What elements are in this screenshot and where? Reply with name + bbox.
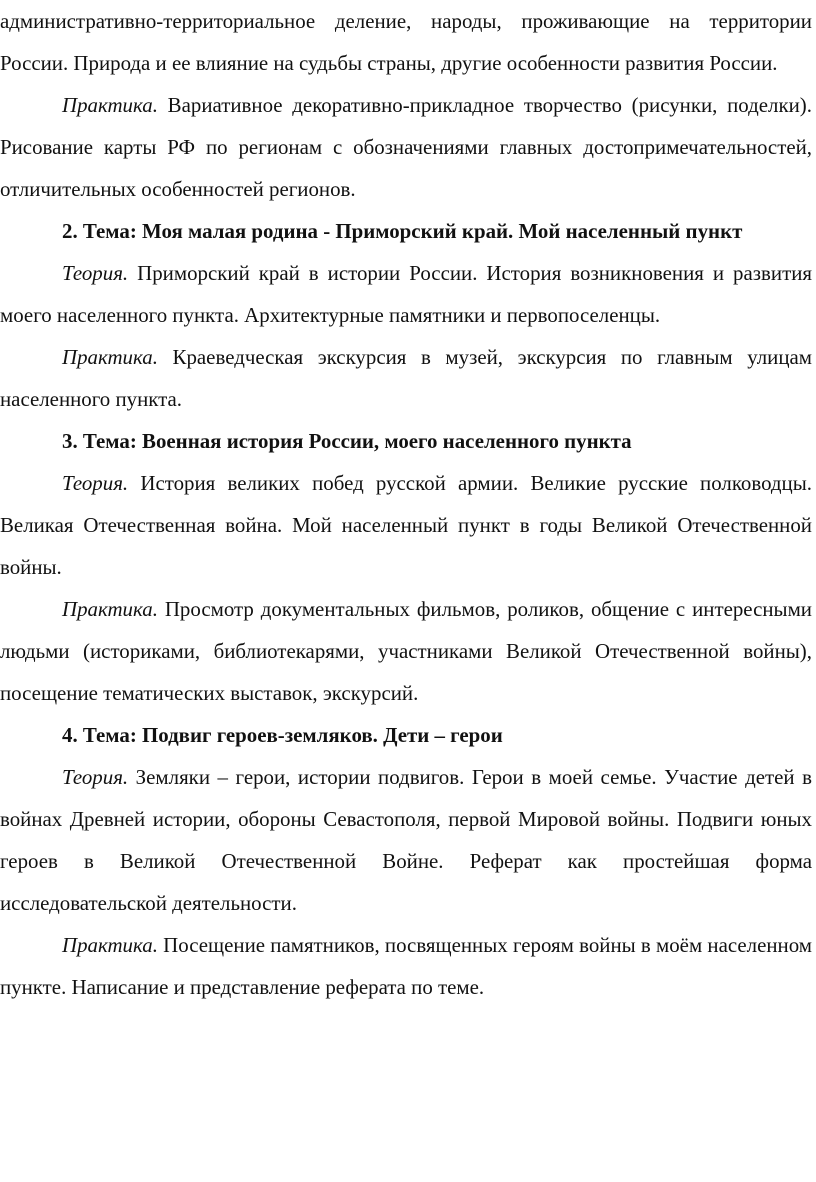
theory-label: Теория.	[62, 471, 129, 495]
paragraph-text: Краеведческая экскурсия в музей, экскурсия по главным улицам населенного пункта.	[0, 345, 812, 411]
paragraph-text: Просмотр документальных фильмов, роликов, общение с интересными людьми (историками, библиотекарями, участниками Великой Отечественной войны), посещение тематических выставок, экскурсий.	[0, 597, 812, 705]
paragraph-text: Посещение памятников, посвященных героям войны в моём населенном пункте. Написание и представление реферата по теме.	[0, 933, 812, 999]
heading-text: 2. Тема: Моя малая родина - Приморский край. Мой населенный пункт	[62, 219, 743, 243]
practice-label: Практика.	[62, 93, 158, 117]
paragraph-theory-4	[0, 756, 812, 924]
paragraph-theory-2	[0, 252, 812, 336]
paragraph-intro-continuation	[0, 0, 812, 84]
practice-label: Практика.	[62, 933, 158, 957]
paragraph-practice-2	[0, 336, 812, 420]
paragraph-practice-3	[0, 588, 812, 714]
section-heading-3	[0, 420, 812, 462]
paragraph-text: административно-территориальное деление, народы, проживающие на территории России. Природа и ее влияние на судьбы страны, другие особенности развития России.	[0, 9, 812, 75]
theory-label: Теория.	[62, 765, 129, 789]
paragraph-practice-1	[0, 84, 812, 210]
practice-label: Практика.	[62, 597, 158, 621]
practice-label: Практика.	[62, 345, 158, 369]
paragraph-practice-4	[0, 924, 812, 1008]
section-heading-2	[0, 210, 812, 252]
paragraph-text: Вариативное декоративно-прикладное творчество (рисунки, поделки). Рисование карты РФ по регионам с обозначениями главных достопримечательностей, отличительных особенностей регионов.	[0, 93, 812, 201]
paragraph-text: Приморский край в истории России. История возникновения и развития моего населенного пункта. Архитектурные памятники и первопоселенцы.	[0, 261, 812, 327]
paragraph-theory-3	[0, 462, 812, 588]
paragraph-text: Земляки – герои, истории подвигов. Герои в моей семье. Участие детей в войнах Древней истории, обороны Севастополя, первой Мировой войны. Подвиги юных героев в Великой Отечественной Войне. Реферат как простейшая форма исследовательской деятельности.	[0, 765, 812, 915]
paragraph-text: История великих побед русской армии. Великие русские полководцы. Великая Отечественная война. Мой населенный пункт в годы Великой Отечественной войны.	[0, 471, 812, 579]
theory-label: Теория.	[62, 261, 129, 285]
heading-text: 3. Тема: Военная история России, моего населенного пункта	[62, 429, 632, 453]
section-heading-4	[0, 714, 812, 756]
heading-text: 4. Тема: Подвиг героев-земляков. Дети – герои	[62, 723, 503, 747]
